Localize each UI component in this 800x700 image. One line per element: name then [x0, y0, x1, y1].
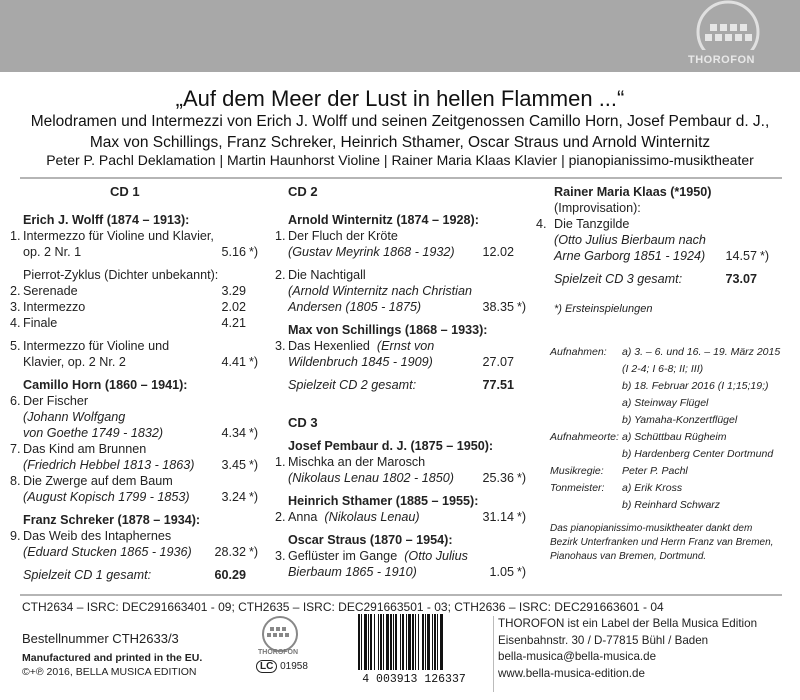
track-row: (Otto Julius Bierbaum nach	[554, 233, 706, 247]
track-row: 2. Serenade 3.29	[10, 284, 246, 298]
composer-winternitz: Arnold Winternitz (1874 – 1928):	[288, 213, 479, 227]
made-in-eu: Manufactured and printed in the EU.	[22, 652, 203, 664]
manufacture-info	[22, 651, 202, 679]
track-row: Bierbaum 1865 - 1910) 1.05 *)	[288, 565, 527, 579]
isrc-line: CTH2634 – ISRC: DEC291663401 - 09; CTH2635 – ISRC: DEC291663501 - 03; CTH2636 – ISRC: DEC291663601 - 04	[22, 600, 664, 614]
small-logo-label: THOROFON	[258, 649, 299, 656]
cd2-title: CD 2	[288, 184, 318, 199]
label-address	[498, 616, 757, 682]
composer-schreker: Franz Schreker (1878 – 1934):	[23, 513, 201, 527]
track-row: 4. Finale 4.21	[10, 316, 246, 330]
order-number: Bestellnummer CTH2633/3	[22, 631, 179, 646]
track-row: Wildenbruch 1845 - 1909) 27.07	[288, 355, 514, 369]
cd3-total: Spielzeit CD 3 gesamt: 73.07	[554, 272, 757, 286]
track-row: 2. Anna (Nikolaus Lenau) 31.14 *)	[275, 510, 527, 524]
label-line-4: www.bella-musica-edition.de	[498, 666, 645, 680]
track-row: (Friedrich Hebbel 1813 - 1863) 3.45 *)	[23, 458, 259, 472]
orte-a: a) Schüttbau Rügheim	[622, 431, 727, 443]
lc-badge: LC	[256, 660, 277, 673]
track-row: (Johann Wolfgang	[23, 410, 126, 424]
track-row: (August Kopisch 1799 - 1853) 3.24 *)	[23, 490, 259, 504]
track-row: op. 2 Nr. 1 5.16 *)	[23, 245, 259, 259]
cd1-column	[10, 184, 275, 583]
track-row: (Nikolaus Lenau 1802 - 1850) 25.36 *)	[288, 471, 527, 485]
track-row: 9. Das Weib des Intaphernes	[10, 529, 172, 543]
cd3-title: CD 3	[288, 415, 318, 430]
footer-separator	[493, 616, 494, 692]
label-line-3: bella-musica@bella-musica.de	[498, 650, 657, 663]
track-row: 1. Intermezzo für Violine und Klavier,	[10, 229, 214, 243]
cd3-continued-column	[536, 184, 786, 317]
ton-b: b) Reinhard Schwarz	[622, 499, 721, 511]
track-row: von Goethe 1749 - 1832) 4.34 *)	[23, 426, 259, 440]
composer-horn: Camillo Horn (1860 – 1941):	[23, 378, 188, 392]
top-divider	[20, 177, 782, 179]
album-title: „Auf dem Meer der Lust in hellen Flammen ...“	[175, 86, 625, 111]
lc-code: 01958	[280, 661, 308, 672]
aufnahmen-b: b) 18. Februar 2016 (I 1;15;19;)	[622, 380, 769, 392]
track-row: 1. Mischka an der Marosch	[275, 455, 426, 469]
recording-info	[550, 344, 780, 564]
aufnahmen-a2: (I 2-4; I 6-8; II; III)	[622, 363, 704, 375]
label-code	[256, 660, 308, 673]
composer-sthamer: Heinrich Sthamer (1885 – 1955):	[288, 494, 479, 508]
first-recordings-note: *) Ersteinspielungen	[554, 303, 653, 315]
composer-wolff: Erich J. Wolff (1874 – 1913):	[23, 213, 190, 227]
track-row: 3. Intermezzo 2.02	[10, 300, 246, 314]
pierrot-cycle: Pierrot-Zyklus (Dichter unbekannt):	[23, 268, 219, 282]
copyright: ©+℗ 2016, BELLA MUSICA EDITION	[22, 666, 197, 678]
track-row: Klavier, op. 2 Nr. 2 4.41 *)	[23, 355, 259, 369]
orte-b: b) Hardenberg Center Dortmund	[622, 448, 774, 460]
orte-label: Aufnahmeorte:	[550, 431, 619, 443]
track-row: 2. Die Nachtigall	[275, 268, 366, 282]
track-row: 5. Intermezzo für Violine und	[10, 339, 170, 353]
improvisation-label: (Improvisation):	[554, 201, 641, 215]
subtitle-line-2: Max von Schillings, Franz Schreker, Heinrich Sthamer, Oscar Straus und Arnold Winternitz	[89, 134, 711, 151]
regie-value: Peter P. Pachl	[622, 465, 688, 477]
composer-straus: Oscar Straus (1870 – 1954):	[288, 533, 453, 547]
ton-label: Tonmeister:	[550, 482, 605, 494]
album-subtitle	[0, 111, 800, 153]
thanks-line-2: Bezirk Unterfranken und Herrn Franz van Bremen,	[550, 537, 774, 548]
barcode-number: 4 003913 126337	[362, 673, 466, 684]
aufnahmen-label: Aufnahmen:	[550, 346, 607, 358]
track-row: 4. Die Tanzgilde	[536, 217, 630, 231]
track-row: (Arnold Winternitz nach Christian	[288, 284, 472, 298]
cd1-title: CD 1	[110, 184, 140, 199]
bottom-divider	[20, 594, 782, 596]
instrument-b: b) Yamaha-Konzertflügel	[622, 414, 738, 426]
track-row: 8. Die Zwerge auf dem Baum	[10, 474, 173, 488]
label-line-1: THOROFON ist ein Label der Bella Musica Edition	[498, 617, 758, 630]
thanks-line-3: Pianohaus van Bremen, Dortmund.	[550, 551, 707, 562]
track-row: 3. Geflüster im Gange (Otto Julius	[275, 549, 468, 563]
label-line-2: Eisenbahnstr. 30 / D-77815 Bühl / Baden	[498, 633, 709, 647]
regie-label: Musikregie:	[550, 465, 604, 477]
barcode-icon	[352, 612, 476, 684]
track-row: 7. Das Kind am Brunnen	[10, 442, 147, 456]
track-row: Andersen (1805 - 1875) 38.35 *)	[288, 300, 527, 314]
composer-pembaur: Josef Pembaur d. J. (1875 – 1950):	[288, 439, 494, 453]
composer-schillings: Max von Schillings (1868 – 1933):	[288, 323, 488, 337]
track-row: 3. Das Hexenlied (Ernst von	[275, 339, 435, 353]
track-row: 6. Der Fischer	[10, 394, 89, 408]
instrument-a: a) Steinway Flügel	[622, 397, 709, 409]
track-row: 1. Der Fluch der Kröte	[275, 229, 398, 243]
thanks-line-1: Das pianopianissimo-musiktheater dankt dem	[550, 523, 753, 534]
aufnahmen-a: a) 3. – 6. und 16. – 19. März 2015	[622, 346, 781, 358]
subtitle-line-1: Melodramen und Intermezzi von Erich J. Wolff und seinen Zeitgenossen Camillo Horn, Josef Pembaur d. J.,	[30, 113, 770, 130]
logo-label: THOROFON	[688, 54, 755, 66]
track-row: Arne Garborg 1851 - 1924) 14.57 *)	[554, 249, 770, 263]
cd1-total: Spielzeit CD 1 gesamt: 60.29	[23, 568, 246, 582]
ton-a: a) Erik Kross	[622, 482, 683, 494]
track-row: (Eduard Stucken 1865 - 1936) 28.32 *)	[23, 545, 259, 559]
composer-klaas: Rainer Maria Klaas (*1950)	[554, 185, 712, 199]
cd2-column	[275, 184, 543, 580]
track-row: (Gustav Meyrink 1868 - 1932) 12.02	[288, 245, 514, 259]
cd2-total: Spielzeit CD 2 gesamt: 77.51	[288, 378, 514, 392]
performers-line: Peter P. Pachl Deklamation | Martin Haunhorst Violine | Rainer Maria Klaas Klavier | pianopianissimo-musiktheater	[46, 152, 754, 168]
